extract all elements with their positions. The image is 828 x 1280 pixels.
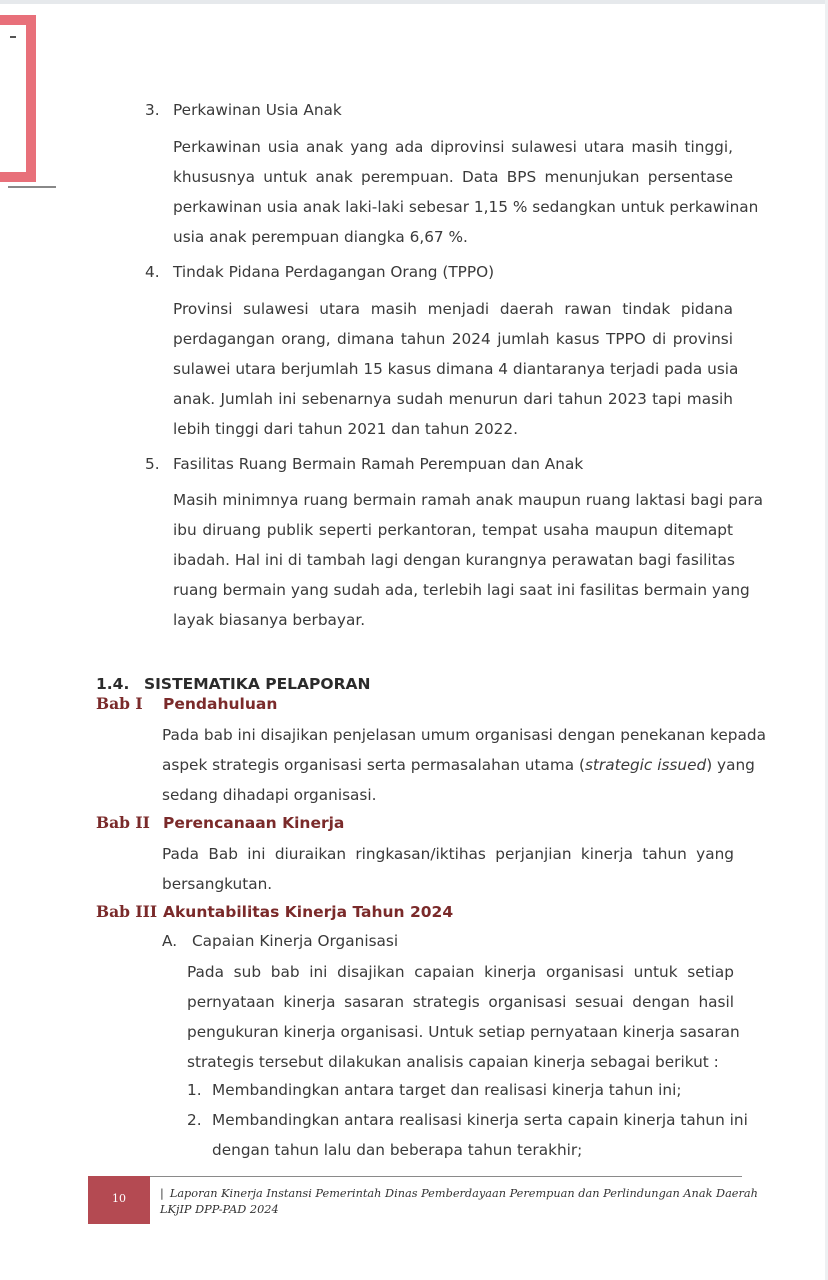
- bab-3-subsection-a: A. Capaian Kinerja Organisasi: [162, 932, 399, 950]
- item-3-title: 3. Perkawinan Usia Anak: [145, 101, 342, 119]
- bab-2-paragraph: Pada Bab ini diuraikan ringkasan/iktihas perjanjian kinerja tahun yang bersangkutan.: [162, 845, 734, 893]
- bab-3-heading: Bab III Akuntabilitas Kinerja Tahun 2024: [96, 902, 454, 921]
- page-number: 10: [112, 1192, 126, 1205]
- bab-1-line-2: aspek strategis organisasi serta permasalahan utama (strategic issued) yang: [162, 756, 755, 774]
- item-3-paragraph: Perkawinan usia anak yang ada diprovinsi sulawesi utara masih tinggi, khususnya untuk anak perempuan. Data BPS menunjukan persentase perkawinan usia anak laki-laki sebesar 1,15 % sedangkan untuk perkawinan usia anak perempuan diangka 6,67 %.: [173, 138, 759, 246]
- list-item: 2. Membandingkan antara realisasi kinerja serta capain kinerja tahun ini: [187, 1111, 748, 1129]
- footer-caption: | Laporan Kinerja Instansi Pemerintah Dinas Pemberdayaan Perempuan dan Perlindungan Anak Daerah LKjIP DPP-PAD 2024: [160, 1187, 758, 1216]
- item-5-title: 5. Fasilitas Ruang Bermain Ramah Perempuan dan Anak: [145, 455, 584, 473]
- footer-rule: [88, 1176, 742, 1177]
- section-heading: 1.4. SISTEMATIKA PELAPORAN: [96, 675, 371, 693]
- item-4-paragraph: Provinsi sulawesi utara masih menjadi daerah rawan tindak pidana perdagangan orang, dimana tahun 2024 jumlah kasus TPPO di provinsi sulawei utara berjumlah 15 kasus dimana 4 diantaranya terjadi pada usia anak. Jumlah ini sebenarnya sudah menurun dari tahun 2023 tapi masih lebih tinggi dari tahun 2021 dan tahun 2022.: [173, 300, 739, 438]
- red-bracket-decoration: [0, 15, 36, 182]
- item-4-title: 4. Tindak Pidana Perdagangan Orang (TPPO): [145, 263, 495, 281]
- page-top-edge: [0, 0, 828, 4]
- bab-1-heading: Bab I Pendahuluan: [96, 694, 278, 713]
- bab-1-paragraph: Pada bab ini disajikan penjelasan umum organisasi dengan penekanan kepada aspek strategis organisasi serta permasalahan utama (strategic issued) yang sedang dihadapi organisasi.: [162, 726, 766, 804]
- bracket-underline: [8, 186, 56, 188]
- list-item: 1. Membandingkan antara target dan realisasi kinerja tahun ini;: [187, 1081, 682, 1099]
- bab-2-heading: Bab II Perencanaan Kinerja: [96, 813, 345, 832]
- item-5-paragraph: Masih minimnya ruang bermain ramah anak maupun ruang laktasi bagi para ibu diruang publik seperti perkantoran, tempat usaha maupun ditemapt ibadah. Hal ini di tambah lagi dengan kurangnya perawatan bagi fasilitas ruang bermain yang sudah ada, terlebih lagi saat ini fasilitas bermain yang layak biasanya berbayar.: [173, 491, 763, 629]
- analysis-list: 1. Membandingkan antara target dan realisasi kinerja tahun ini; 2. Membandingkan antara realisasi kinerja serta capain kinerja tahun ini dengan tahun lalu dan beberapa tahun terakhir;: [187, 1075, 734, 1165]
- bracket-tick: [10, 36, 16, 38]
- bab-3-subsection-paragraph: Pada sub bab ini disajikan capaian kinerja organisasi untuk setiap pernyataan kinerja sasaran strategis organisasi sesuai dengan hasil pengukuran kinerja organisasi. Untuk setiap pernyataan kinerja sasaran strategis tersebut dilakukan analisis capaian kinerja sebagai berikut :: [187, 963, 740, 1071]
